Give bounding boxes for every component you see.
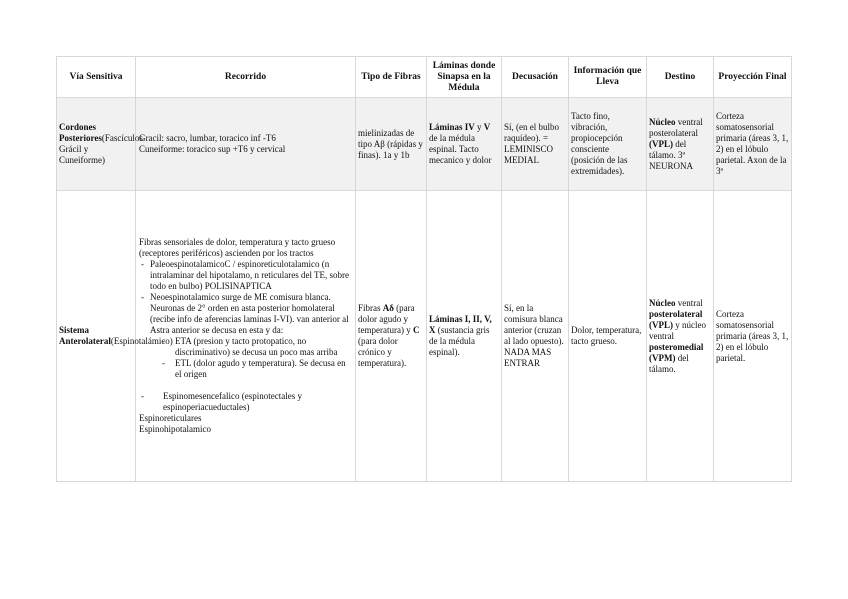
destino-text: del tálamo. (649, 352, 689, 374)
cell-recorrido (136, 191, 356, 482)
destino-bold: (VPL) (649, 138, 673, 149)
sub-list-item: - ETL (dolor agudo y temperatura). Se decusa en el origen (150, 358, 353, 380)
laminas-bold: Láminas I, II, V, X (429, 314, 492, 335)
spacer (139, 380, 353, 391)
cell-fibras: mielinizadas de tipo Aβ (rápidas y finas). 1a y 1b (356, 98, 427, 191)
cell-laminas (427, 98, 502, 191)
header-laminas: Láminas donde Sinapsa en la Médula (427, 57, 502, 98)
fibras-bold: Aδ (382, 303, 394, 313)
recorrido-line: Gracil: sacro, lumbar, toracico inf -T6 (139, 133, 276, 143)
destino-text: ventral (675, 297, 703, 308)
cell-destino (647, 98, 714, 191)
laminas-text: y (474, 122, 484, 132)
via-name: Sistema Anterolateral (59, 325, 111, 346)
list-item: - PaleoespinotalamicoC / espinoreticulotalamico (n intralaminar del hipotalamo, n reticulares del TE, sobre todo en bulbo) POLISINAPTICA (139, 259, 353, 292)
cell-informacion: Tacto fino, vibración, propiocepción consciente (posición de las extremidades). (569, 98, 647, 191)
cell-recorrido (136, 98, 356, 191)
destino-text: del tálamo. 3ª NEURONA (649, 138, 693, 171)
via-name: Cordones Posteriores (59, 122, 102, 143)
cell-laminas (427, 191, 502, 482)
header-informacion: Información que Lleva (569, 57, 647, 98)
list-item (139, 292, 353, 380)
laminas-text: (sustancia gris de la médula espinal). (429, 325, 490, 357)
cell-decusacion: Sí, (en el bulbo raquídeo). = LEMINISCO MEDIAL (502, 98, 569, 191)
fibras-text: (para dolor crónico y temperatura). (358, 336, 407, 368)
laminas-bold: Láminas IV (429, 122, 475, 132)
destino-bold: Núcleo (649, 297, 676, 308)
fibras-text: Fibras (358, 303, 383, 313)
recorrido-line: Espinohipotalamico (139, 424, 211, 434)
cell-informacion: Dolor, temperatura, tacto grueso. (569, 191, 647, 482)
destino-bold: posteromedial (VPM) (649, 341, 704, 363)
cell-destino (647, 191, 714, 482)
header-decusacion: Decusación (502, 57, 569, 98)
recorrido-sublist (150, 336, 353, 380)
table-row (57, 191, 792, 482)
via-detail: (Espinotalámico) (110, 336, 173, 346)
cell-decusacion: Sí, en la comisura blanca anterior (cruzan al lado opuesto). NADA MAS ENTRAR (502, 191, 569, 482)
cell-fibras (356, 191, 427, 482)
sensory-pathways-table (56, 56, 792, 482)
recorrido-line: Cuneiforme: toracico sup +T6 y cervical (139, 144, 286, 154)
recorrido-intro: Fibras sensoriales de dolor, temperatura y tacto grueso (receptores periféricos) ascienden por los tractos (139, 237, 336, 258)
laminas-text: de la médula espinal. Tacto mecanico y dolor (429, 133, 492, 165)
header-row (57, 57, 792, 98)
destino-text: ventral posterolateral (649, 116, 703, 138)
laminas-bold: V (483, 122, 491, 132)
destino-text: y núcleo ventral (649, 319, 706, 341)
destino-bold: posterolateral (VPL) (649, 308, 703, 330)
recorrido-list (139, 259, 353, 380)
recorrido-list (139, 391, 353, 413)
header-tipo-fibras: Tipo de Fibras (356, 57, 427, 98)
cell-via (57, 98, 143, 191)
via-detail: (Fascículos Grácil y Cuneiforme) (59, 133, 143, 165)
destino-bold: Núcleo (649, 116, 676, 127)
cell-proyeccion: Corteza somatosensorial primaria (áreas 3, 1, 2) en el lóbulo parietal. Axon de la 3ª (714, 98, 792, 191)
list-item: - Espinomesencefalico (espinotectales y espinoperiacueductales) (139, 391, 353, 413)
sub-list-item: - ETA (presion y tacto protopatico, no discriminativo) se decusa un poco mas arriba (150, 336, 353, 358)
fibras-text: (para dolor agudo y temperatura) y (358, 303, 415, 335)
recorrido-line: Espinoreticulares (139, 413, 202, 423)
header-proyeccion: Proyección Final (714, 57, 792, 98)
list-item-text: Neoespinotalamico surge de ME comisura blanca. Neuronas de 2° orden en asta posterior homolateral (recibe info de aferencias laminas I-VI). van anterior al Astra anterior se decusa en esta y da: (150, 292, 349, 335)
cell-proyeccion: Corteza somatosensorial primaria (áreas 3, 1, 2) en el lóbulo parietal. (714, 191, 792, 482)
fibras-bold: C (412, 325, 420, 335)
table-row (57, 98, 792, 191)
header-via: Vía Sensitiva (57, 57, 136, 98)
header-destino: Destino (647, 57, 714, 98)
header-recorrido: Recorrido (136, 57, 356, 98)
